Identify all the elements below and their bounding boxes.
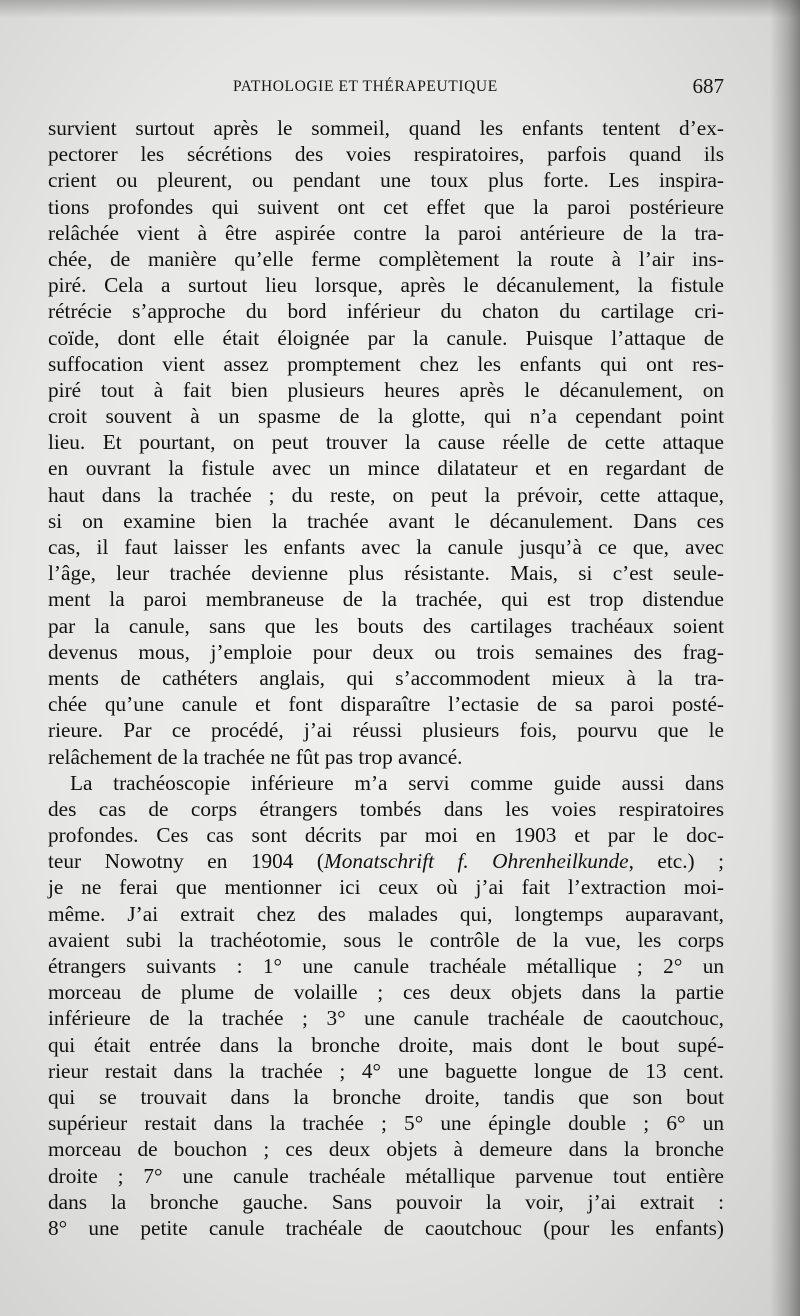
text-line: je ne ferai que mentionner ici ceux où j’ai fait l’extraction moi- [48, 875, 724, 900]
text-line: des cas de corps étrangers tombés dans les voies respiratoires [48, 796, 724, 821]
text-line: devenus mous, j’emploie pour deux ou trois semaines des frag- [48, 639, 724, 664]
text-line: tions profondes qui suivent ont cet effet que la paroi postérieure [48, 194, 724, 219]
text-line: pectorer les sécrétions des voies respiratoires, parfois quand ils [48, 142, 724, 167]
text-line: relâchée vient à être aspirée contre la paroi antérieure de la tra- [48, 220, 724, 245]
text-line: rieure. Par ce procédé, j’ai réussi plusieurs fois, pourvu que le [48, 718, 724, 743]
text-line: cas, il faut laisser les enfants avec la canule jusqu’à ce que, avec [48, 535, 724, 559]
text-line: qui se trouvait dans la bronche droite, tandis que son bout [48, 1084, 724, 1109]
text-line: survient surtout après le sommeil, quand les enfants tentent d’ex- [48, 116, 724, 140]
text-line: chée, de manière qu’elle ferme complètement la route à l’air ins- [48, 246, 724, 271]
text-line: suffocation vient assez promptement chez les enfants qui ont res- [48, 351, 724, 376]
journal-title: Monatschrift f. Ohrenheilkunde [324, 849, 629, 874]
text-line: croit souvent à un spasme de la glotte, qui n’a cependant point [48, 404, 724, 429]
text-line: ment la paroi membraneuse de la trachée, qui est trop distendue [48, 587, 724, 612]
text-line: haut dans la trachée ; du reste, on peut la prévoir, cette attaque, [48, 482, 724, 507]
text-line: morceau de plume de volaille ; ces deux objets dans la partie [48, 980, 724, 1005]
citation-suffix: , etc.) ; [628, 849, 724, 874]
text-line: supérieur restait dans la trachée ; 5° une épingle double ; 6° un [48, 1111, 724, 1136]
body-text [48, 115, 724, 1241]
text-line-with-citation [48, 848, 724, 874]
page-top-shadow [0, 0, 800, 18]
text-line: droite ; 7° une canule trachéale métallique parvenue tout entière [48, 1163, 724, 1188]
text-line: piré tout à fait bien plusieurs heures après le décanulement, on [48, 377, 724, 402]
text-line: qui était entrée dans la bronche droite, mais dont le bout supé- [48, 1032, 724, 1057]
paragraph-last-line: relâchement de la trachée ne fût pas trop avancé. [48, 744, 463, 769]
page-gutter-shadow [770, 0, 800, 1316]
text-line: par la canule, sans que les bouts des cartilages trachéaux soient [48, 613, 724, 638]
text-line: 8° une petite canule trachéale de caoutchouc (pour les enfants) [48, 1215, 724, 1240]
page-number: 687 [692, 74, 724, 98]
text-line: en ouvrant la fistule avec un mince dilatateur et en regardant de [48, 456, 724, 481]
text-line: étrangers suivants : 1° une canule trachéale métallique ; 2° un [48, 954, 724, 978]
page-header [48, 74, 724, 102]
text-line: ments de cathéters anglais, qui s’accommodent mieux à la tra- [48, 665, 724, 690]
text-line: morceau de bouchon ; ces deux objets à demeure dans la bronche [48, 1137, 724, 1162]
text-line: lieu. Et pourtant, on peut trouver la cause réelle de cette attaque [48, 430, 724, 455]
text-line: dans la bronche gauche. Sans pouvoir la voir, j’ai extrait : [48, 1189, 724, 1214]
text-line: inférieure de la trachée ; 3° une canule trachéale de caoutchouc, [48, 1006, 724, 1031]
text-line: chée qu’une canule et font disparaître l’ectasie de sa paroi posté- [48, 692, 724, 717]
text-line: rieur restait dans la trachée ; 4° une baguette longue de 13 cent. [48, 1058, 724, 1083]
text-line: avaient subi la trachéotomie, sous le contrôle de la vue, les corps [48, 927, 724, 952]
text-line: profondes. Ces cas sont décrits par moi en 1903 et par le doc- [48, 823, 724, 848]
text-line: coïde, dont elle était éloignée par la canule. Puisque l’attaque de [48, 325, 724, 350]
text-line: l’âge, leur trachée devienne plus résistante. Mais, si c’est seule- [48, 561, 724, 586]
text-line: crient ou pleurent, ou pendant une toux plus forte. Les inspira- [48, 168, 724, 193]
running-head: PATHOLOGIE ET THÉRAPEUTIQUE [233, 78, 498, 95]
text-line: même. J’ai extrait chez des malades qui, longtemps auparavant, [48, 901, 724, 926]
text-line: si on examine bien la trachée avant le décanulement. Dans ces [48, 508, 724, 533]
text-line: rétrécie s’approche du bord inférieur du chaton du cartilage cri- [48, 299, 724, 324]
paragraph-first-line: La trachéoscopie inférieure m’a servi comme guide aussi dans [70, 770, 724, 795]
citation-prefix: teur Nowotny en 1904 ( [48, 849, 324, 874]
text-line: piré. Cela a surtout lieu lorsque, après le décanulement, la fistule [48, 273, 724, 298]
